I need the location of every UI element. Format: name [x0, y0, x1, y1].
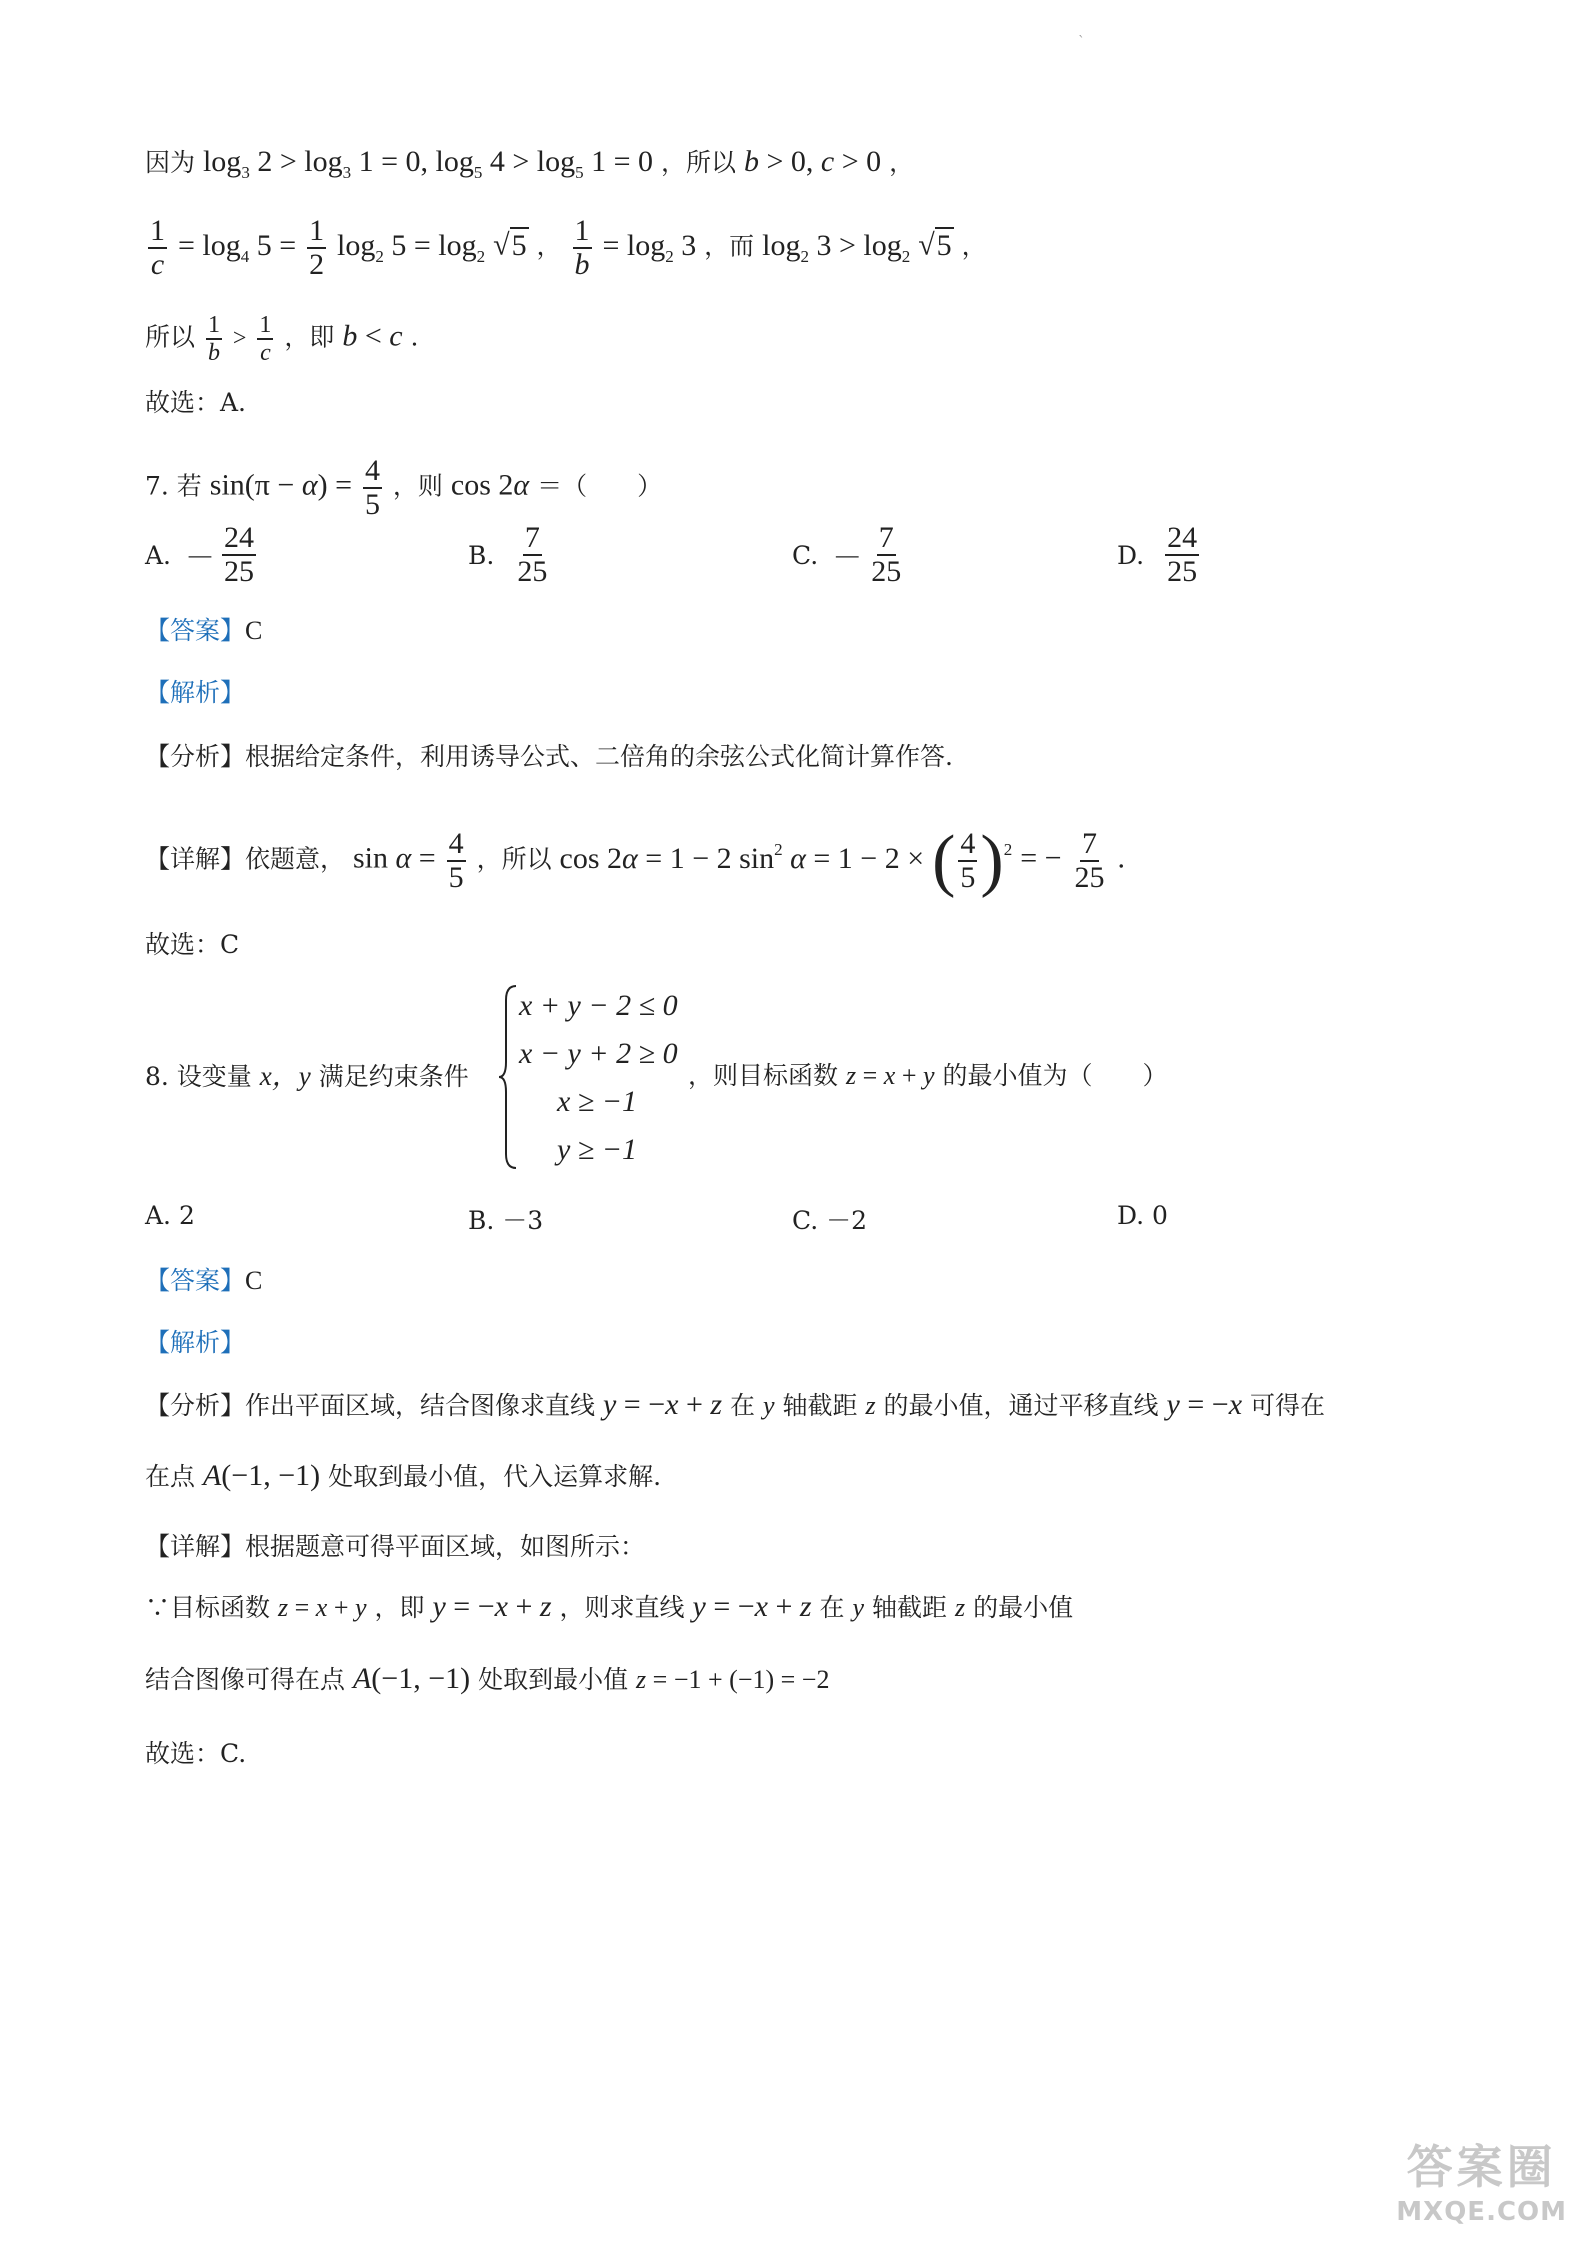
q8-analysis-line1: 【分析】作出平面区域，结合图像求直线 y = −x + z 在 y 轴截距 z 的最小值，通过平移直线 y = −x 可得在 — [145, 1388, 1325, 1421]
q8-option-d[interactable]: D. 0 — [1117, 1201, 1168, 1230]
q8-stem-left: 8. 设变量 x，y 满足约束条件 — [145, 1061, 469, 1091]
constraint-4: y ≥ −1 — [557, 1133, 638, 1166]
q7-analysis: 【分析】根据给定条件，利用诱导公式、二倍角的余弦公式化简计算作答. — [145, 742, 953, 771]
q8-option-b[interactable]: B. －3 — [468, 1206, 544, 1235]
q8-conclusion: 故选：C. — [145, 1739, 247, 1768]
q7-option-d[interactable]: D. $\frac{24}{25}$ — [1117, 521, 1198, 588]
sol6-line1: 因为 $\log_3 2 > \log_3 1 = 0$, $\log_5 4 > \log_5 1 = 0$ ，所以 b > 0, c > 0 ， — [145, 145, 915, 182]
q8-detail-line3: 结合图像可得在点 A(−1, −1) 处取到最小值 z = −1 + (−1) = −2 — [145, 1662, 830, 1695]
answer-tag: 【答案】 — [145, 616, 246, 645]
q7-jiexi-tag: 【解析】 — [145, 678, 246, 707]
sol6-conclusion: 故选：A. — [145, 388, 247, 417]
q7-option-b[interactable]: B. $\frac{7}{25}$ — [468, 521, 548, 588]
top-mark: ` — [1078, 34, 1085, 50]
q8-detail-line1: 【详解】根据题意可得平面区域，如图所示： — [145, 1532, 646, 1561]
answer-tag: 【答案】 — [145, 1266, 246, 1295]
left-brace-icon — [497, 982, 519, 1172]
q7-option-c[interactable]: C. － $\frac{7}{25}$ — [792, 521, 902, 588]
q8-detail-line2: ∵目标函数 z = x + y ，即 y = −x + z ，则求直线 y = −x + z 在 y 轴截距 z 的最小值 — [145, 1590, 1074, 1623]
q7-stem: 7. 若 sin(π − α) = $\frac{4}{5}$ ，则 cos 2α ＝（ ） — [145, 454, 663, 521]
q8-option-c[interactable]: C. －2 — [792, 1206, 868, 1235]
q7-option-a[interactable]: A. － $\frac{24}{25}$ — [145, 521, 255, 588]
q7-conclusion: 故选：C — [145, 930, 240, 959]
sol6-line3: 所以 $\frac{1}{b}$ > $\frac{1}{c}$ ，即 b < c . — [145, 312, 419, 366]
q8-option-a[interactable]: A. 2 — [145, 1201, 195, 1230]
q8-answer: 【答案】C — [145, 1266, 263, 1295]
q8-jiexi-tag: 【解析】 — [145, 1328, 246, 1357]
constraint-3: x ≥ −1 — [557, 1085, 638, 1118]
q7-detail: 【详解】依题意， sin α = $\frac{4}{5}$ ，所以 cos 2α = 1 − 2 $\sin^2 \alpha = 1 - 2$ × ( $\frac{4}{5}$ )$^2$ = − $\frac{7}{25}$ . — [145, 822, 1125, 899]
constraint-2: x − y + 2 ≥ 0 — [519, 1037, 678, 1070]
q8-analysis-line2: 在点 A(−1, −1) 处取到最小值，代入运算求解. — [145, 1459, 662, 1492]
constraint-1: x + y − 2 ≤ 0 — [519, 989, 678, 1022]
watermark-logo: 答案圈 MXQE.COM — [1396, 2140, 1567, 2227]
sol6-line2: $\frac{1}{c}$ = $\log_4 5$ = $\frac{1}{2}$ $\log_2 5 = \log_2 √5$ ， $\frac{1}{b}$ = $\log_2 3$ ，而 $\log_2 3 > \log_2 √5$ ， — [150, 214, 987, 281]
q7-answer: 【答案】C — [145, 616, 263, 645]
q8-stem-right: ，则目标函数 z = x + y 的最小值为（ ） — [688, 1061, 1168, 1090]
